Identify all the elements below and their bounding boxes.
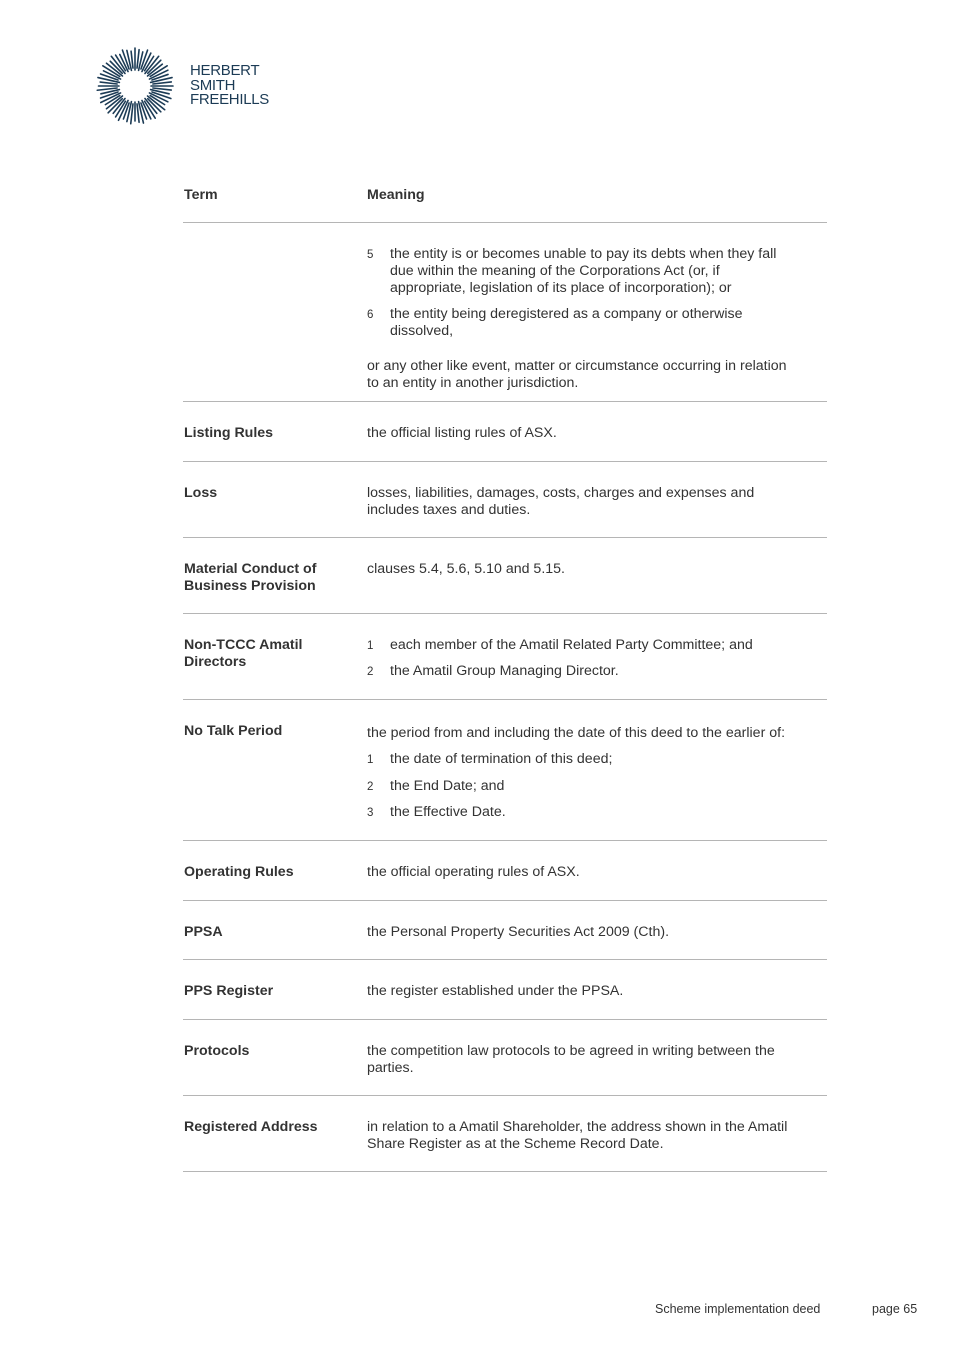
list-text: the End Date; and xyxy=(390,778,505,794)
meaning-line: in relation to a Amatil Shareholder, the address shown in the Amatil xyxy=(367,1119,788,1135)
meaning-text xyxy=(367,1043,807,1077)
list-text-line: the entity is or becomes unable to pay its debts when they fall xyxy=(390,246,777,262)
logo-ray xyxy=(131,104,133,124)
meaning-text xyxy=(367,1119,807,1153)
list-number: 3 xyxy=(367,807,374,819)
logo-ray xyxy=(100,82,117,84)
table-header xyxy=(183,183,827,223)
trailing-line: to an entity in another jurisdiction. xyxy=(367,375,579,391)
list-number: 1 xyxy=(367,640,374,652)
table-row-loss xyxy=(183,461,827,538)
term-label xyxy=(184,637,354,671)
list-number: 5 xyxy=(367,249,374,261)
term-label: No Talk Period xyxy=(184,723,283,739)
list-text-line: dissolved, xyxy=(390,323,454,339)
trailing-line: or any other like event, matter or circumstance occurring in relation xyxy=(367,358,787,374)
list-text-line: appropriate, legislation of its place of incorporation); or xyxy=(390,280,732,296)
table-row-protocols xyxy=(183,1019,827,1096)
logo-ray xyxy=(137,50,139,68)
term-label: Registered Address xyxy=(184,1119,318,1135)
meaning-text: the official operating rules of ASX. xyxy=(367,864,580,880)
list-text-line: due within the meaning of the Corporations Act (or, if xyxy=(390,263,720,279)
list-number: 6 xyxy=(367,309,374,321)
meaning-line: the competition law protocols to be agreed in writing between the xyxy=(367,1043,775,1059)
list-number: 2 xyxy=(367,666,374,678)
logo-ray xyxy=(137,104,139,122)
meaning-text: clauses 5.4, 5.6, 5.10 and 5.15. xyxy=(367,561,565,577)
meaning-text: the Personal Property Securities Act 2009 (Cth). xyxy=(367,924,670,940)
term-label: Listing Rules xyxy=(184,425,274,441)
list-text: the Effective Date. xyxy=(390,804,506,820)
meaning-line: parties. xyxy=(367,1060,414,1076)
term-line: Directors xyxy=(184,654,247,670)
term-label xyxy=(184,561,354,595)
sunburst-logo-icon xyxy=(96,47,176,127)
header-meaning: Meaning xyxy=(367,187,425,203)
table-row-material-conduct xyxy=(183,537,827,614)
term-label: PPS Register xyxy=(184,983,274,999)
logo-ray xyxy=(153,82,171,84)
list-number: 1 xyxy=(367,754,374,766)
list-text-line: the entity being deregistered as a company or otherwise xyxy=(390,306,743,322)
footer-document-title: Scheme implementation deed xyxy=(655,1302,821,1316)
brand-name xyxy=(190,64,269,108)
term-line: Non-TCCC Amatil xyxy=(184,637,303,653)
term-label: Loss xyxy=(184,485,218,501)
company-logo xyxy=(96,47,296,127)
table-row-registered-address xyxy=(183,1095,827,1172)
brand-line-3: FREEHILLS xyxy=(190,91,269,108)
table-row-non-tccc-directors xyxy=(183,613,827,700)
meaning-line: includes taxes and duties. xyxy=(367,502,531,518)
table-row-ppsa xyxy=(183,900,827,960)
brand-line-2: SMITH xyxy=(190,76,236,94)
term-line: Material Conduct of xyxy=(184,561,317,577)
brand-line-1: HERBERT xyxy=(190,62,260,79)
term-label: Protocols xyxy=(184,1043,250,1059)
meaning-line: losses, liabilities, damages, costs, charges and expenses and xyxy=(367,485,755,501)
logo-ray xyxy=(97,88,117,90)
meaning-line: Share Register as at the Scheme Record Date. xyxy=(367,1136,664,1152)
table-row-operating-rules xyxy=(183,840,827,901)
table-row-listing-rules xyxy=(183,401,827,462)
header-term: Term xyxy=(184,187,218,203)
meaning-text: the register established under the PPSA. xyxy=(367,983,624,999)
meaning-text: the official listing rules of ASX. xyxy=(367,425,557,441)
list-text: the Amatil Group Managing Director. xyxy=(390,663,619,679)
term-label: PPSA xyxy=(184,924,223,940)
table-row-no-talk-period xyxy=(183,699,827,841)
table-row-continuation xyxy=(183,222,827,402)
logo-ray xyxy=(153,88,171,90)
logo-ray xyxy=(131,51,133,68)
list-text: the date of termination of this deed; xyxy=(390,751,613,767)
trailing-text xyxy=(367,358,807,392)
footer-page-number: page 65 xyxy=(872,1302,918,1316)
table-row-pps-register xyxy=(183,959,827,1020)
meaning-text xyxy=(367,485,807,519)
list-number: 2 xyxy=(367,781,374,793)
term-line: Business Provision xyxy=(184,578,316,594)
term-label: Operating Rules xyxy=(184,864,294,880)
intro-text: the period from and including the date of this deed to the earlier of: xyxy=(367,725,786,741)
list-text: each member of the Amatil Related Party Committee; and xyxy=(390,637,753,653)
